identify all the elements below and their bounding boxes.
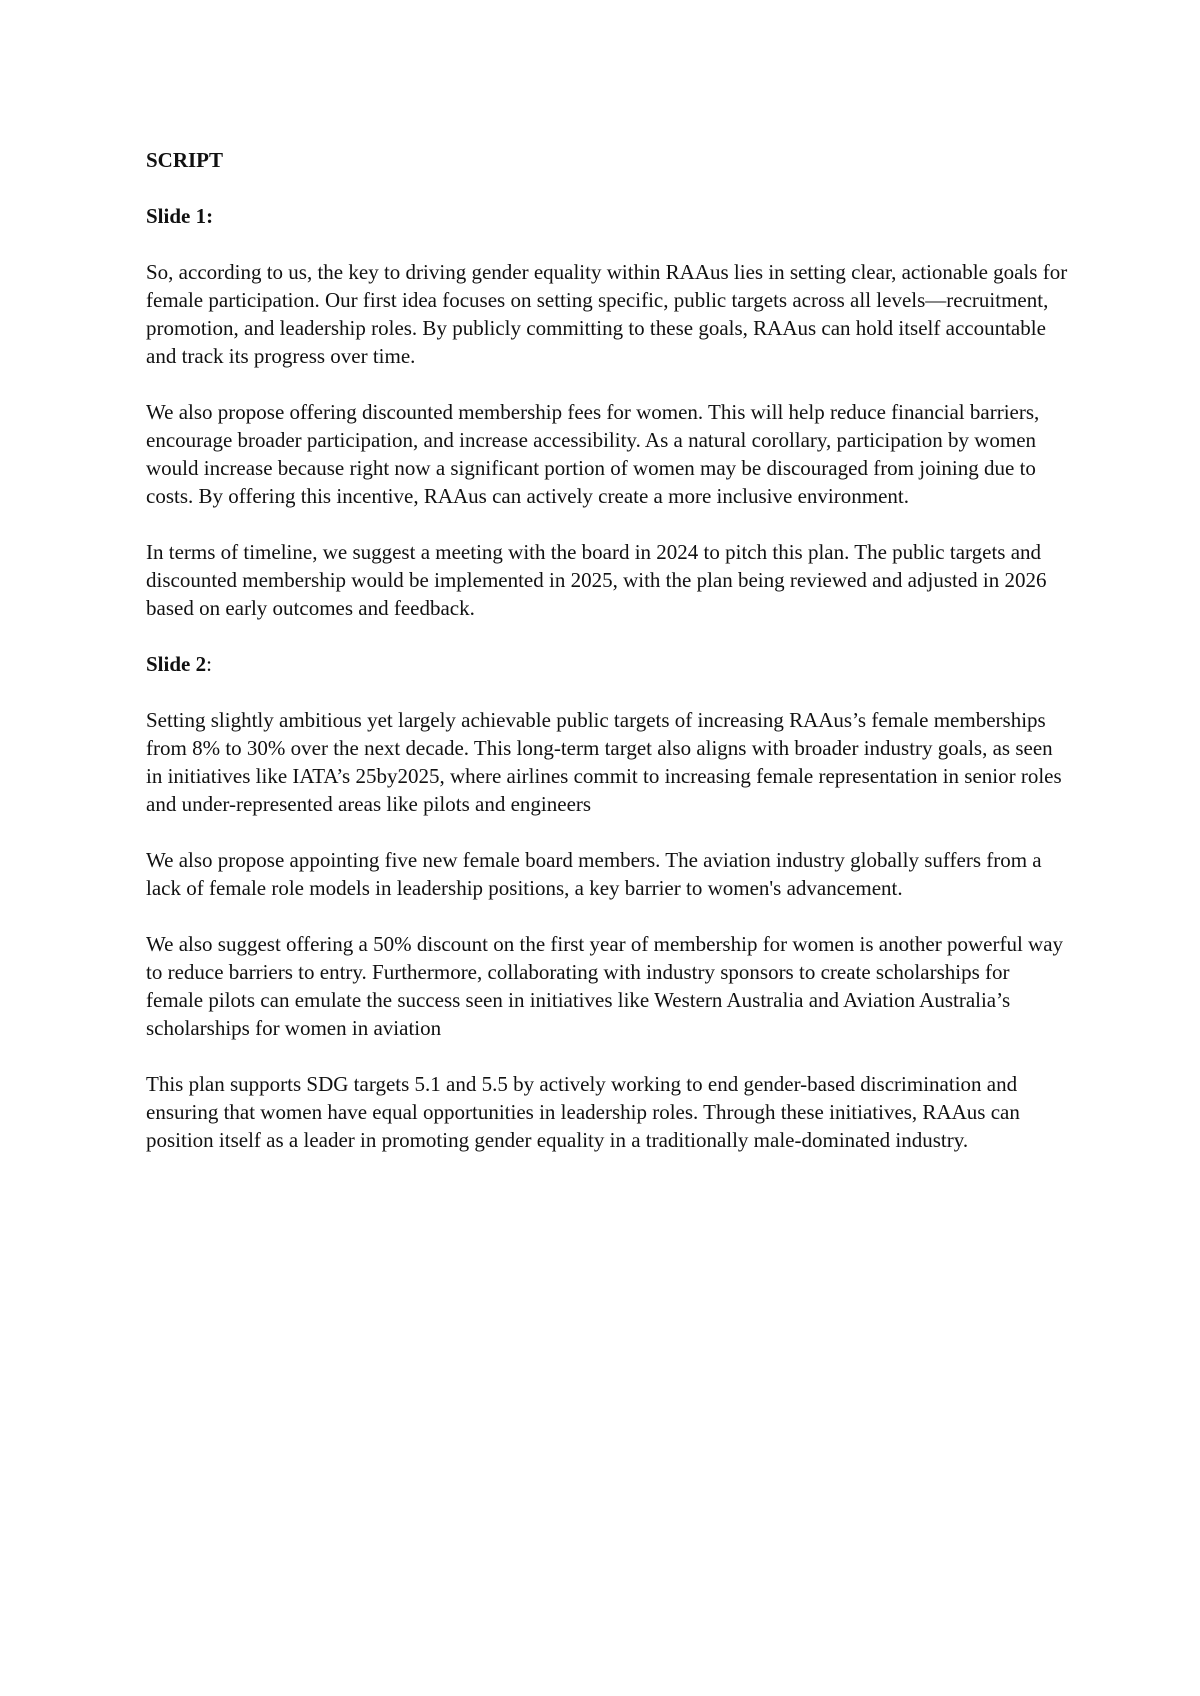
slide-1-paragraph: In terms of timeline, we suggest a meeting with the board in 2024 to pitch this plan. The public targets and discounted membership would be implemented in 2025, with the plan being reviewed and adjusted in 2026 based on early outcomes and feedback. (146, 540, 1047, 620)
slide-2-heading-colon: : (206, 652, 212, 676)
slide-1-heading (146, 202, 1071, 230)
slide-1-paragraph: We also propose offering discounted membership fees for women. This will help reduce financial barriers, encourage broader participation, and increase accessibility. As a natural corollary, participation by women would increase because right now a significant portion of women may be discouraged from joining due to costs. By offering this incentive, RAAus can actively create a more inclusive environment. (146, 400, 1040, 508)
slide-1-paragraph: So, according to us, the key to driving gender equality within RAAus lies in setting clear, actionable goals for female participation. Our first idea focuses on setting specific, public targets across all levels—recruitment, promotion, and leadership roles. By publicly committing to these goals, RAAus can hold itself accountable and track its progress over time. (146, 260, 1068, 368)
slide-2-paragraph: Setting slightly ambitious yet largely achievable public targets of increasing RAAus’s female memberships from 8% to 30% over the next decade. This long-term target also aligns with broader industry goals, as seen in initiatives like IATA’s 25by2025, where airlines commit to increasing female representation in senior roles and under-represented areas like pilots and engineers (146, 708, 1062, 816)
slide-2-paragraph: We also propose appointing five new female board members. The aviation industry globally suffers from a lack of female role models in leadership positions, a key barrier to women's advancement. (146, 848, 1042, 900)
document-title: SCRIPT (146, 148, 224, 172)
slide-2-heading (146, 650, 1071, 678)
slide-2-heading-text: Slide 2 (146, 652, 207, 676)
slide-1-heading-text: Slide 1 (146, 204, 207, 228)
slide-2-paragraph: This plan supports SDG targets 5.1 and 5.5 by actively working to end gender-based discrimination and ensuring that women have equal opportunities in leadership roles. Through these initiatives, RAAus can position itself as a leader in promoting gender equality in a traditionally male-dominated industry. (146, 1072, 1020, 1152)
document-body (146, 146, 1071, 1182)
slide-1-heading-colon: : (206, 204, 214, 228)
slide-2-paragraph: We also suggest offering a 50% discount on the first year of membership for women is another powerful way to reduce barriers to entry. Furthermore, collaborating with industry sponsors to create scholarships for female pilots can emulate the success seen in initiatives like Western Australia and Aviation Australia’s scholarships for women in aviation (146, 932, 1064, 1040)
